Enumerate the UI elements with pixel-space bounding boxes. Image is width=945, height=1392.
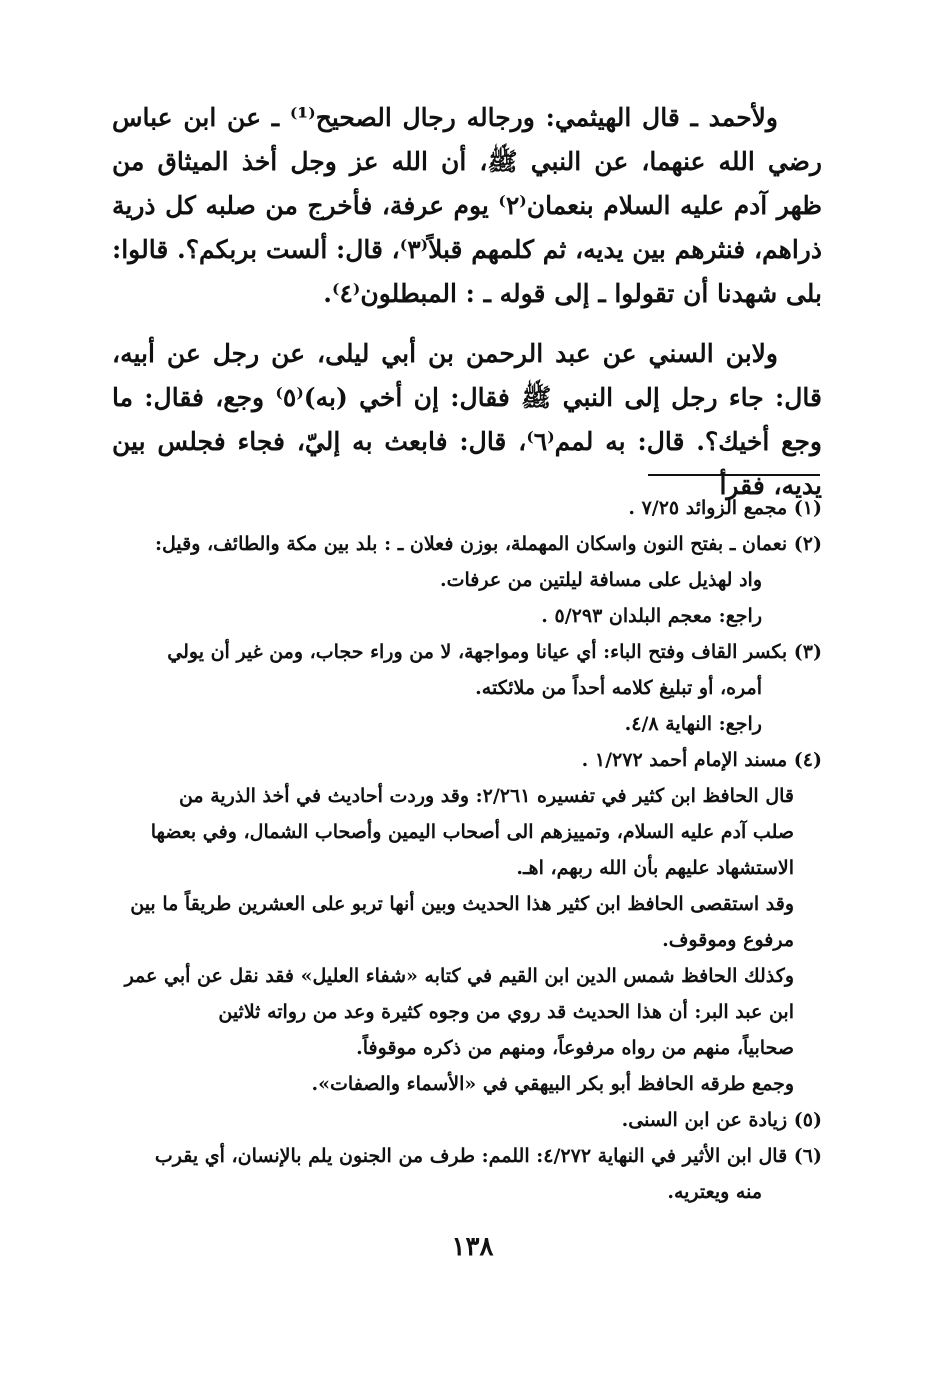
page-number: ١٣٨ [451,1232,494,1262]
footnote-1: (١) مجمع الزوائد ٧/٢٥ . [628,497,822,519]
footnote-separator [648,474,820,476]
footnotes [122,490,822,1210]
footnote-4-quote-line: صحابياً، منهم من رواه مرفوعاً، ومنهم من ذكره موقوفاً. [356,1037,794,1059]
footnote-4-quote-line: صلب آدم عليه السلام، وتمييزهم الى أصحاب اليمين وأصحاب الشمال، وفي بعضها [150,821,794,843]
footnote-3-reference: راجع: النهاية ٤/٨. [624,713,762,735]
paragraph-1: ولأحمد ـ قال الهيثمي: ورجاله رجال الصحيح⁽¹⁾ ـ عن ابن عباس رضي الله عنهما، عن النبي ﷺ، أن الله عز وجل أخذ الميثاق من ظهر آدم عليه السلام بنعمان⁽٢⁾ يوم عرفة، فأخرج من صلبه كل ذرية ذراهم، فنثرهم بين يديه، ثم كلمهم قبلاً⁽٣⁾، قال: ألست بربكم؟. قالوا: بلى شهدنا أن تقولوا ـ إلى قوله ـ : المبطلون⁽٤⁾. [112,103,822,308]
paragraph-2: ولابن السني عن عبد الرحمن بن أبي ليلى، عن رجل عن أبيه، قال: جاء رجل إلى النبي ﷺ فقال: إن أخي (به)⁽٥⁾ وجع، فقال: ما وجع أخيك؟. قال: به لمم⁽٦⁾، قال: فابعث به إليّ، فجاء فجلس بين يديه، فقرأ [112,339,822,500]
footnote-2-continuation: واد لهذيل على مسافة ليلتين من عرفات. [439,569,762,591]
footnote-3-continuation: أمره، أو تبليغ كلامه أحداً من ملائكته. [475,677,762,699]
footnote-4: (٤) مسند الإمام أحمد ١/٢٧٢ . [581,749,822,771]
footnote-2-reference: راجع: معجم البلدان ٥/٢٩٣ . [541,605,762,627]
footnote-4-quote-line: وكذلك الحافظ شمس الدين ابن القيم في كتابه «شفاء العليل» فقد نقل عن أبي عمر [124,965,794,987]
footnote-4-quote-line: قال الحافظ ابن كثير في تفسيره ٢/٢٦١: وقد وردت أحاديث في أخذ الذرية من [178,785,794,807]
footnote-6-continuation: منه ويعتريه. [667,1181,762,1203]
footnote-4-quote-line: وجمع طرقه الحافظ أبو بكر البيهقي في «الأسماء والصفات». [311,1073,794,1095]
footnote-4-quote-line: ابن عبد البر: أن هذا الحديث قد روي من وجوه كثيرة وعد من رواته ثلاثين [218,1001,794,1023]
footnote-4-quote-line: مرفوع وموقوف. [662,929,794,951]
footnote-3: (٣) بكسر القاف وفتح الباء: أي عيانا ومواجهة، لا من وراء حجاب، ومن غير أن يولي [167,641,822,663]
footnote-6: (٦) قال ابن الأثير في النهاية ٤/٢٧٢: اللمم: طرف من الجنون يلم بالإنسان، أي يقرب [154,1145,822,1167]
footnote-5: (٥) زيادة عن ابن السنى. [621,1109,822,1131]
footnote-2: (٢) نعمان ـ بفتح النون واسكان المهملة، بوزن فعلان ـ : بلد بين مكة والطائف، وقيل: [155,533,822,555]
footnote-4-quote-line: الاستشهاد عليهم بأن الله ربهم، اهـ. [516,857,794,879]
footnote-4-quote-line: وقد استقصى الحافظ ابن كثير هذا الحديث وبين أنها تربو على العشرين طريقاً ما بين [130,893,794,915]
main-text [112,96,822,508]
